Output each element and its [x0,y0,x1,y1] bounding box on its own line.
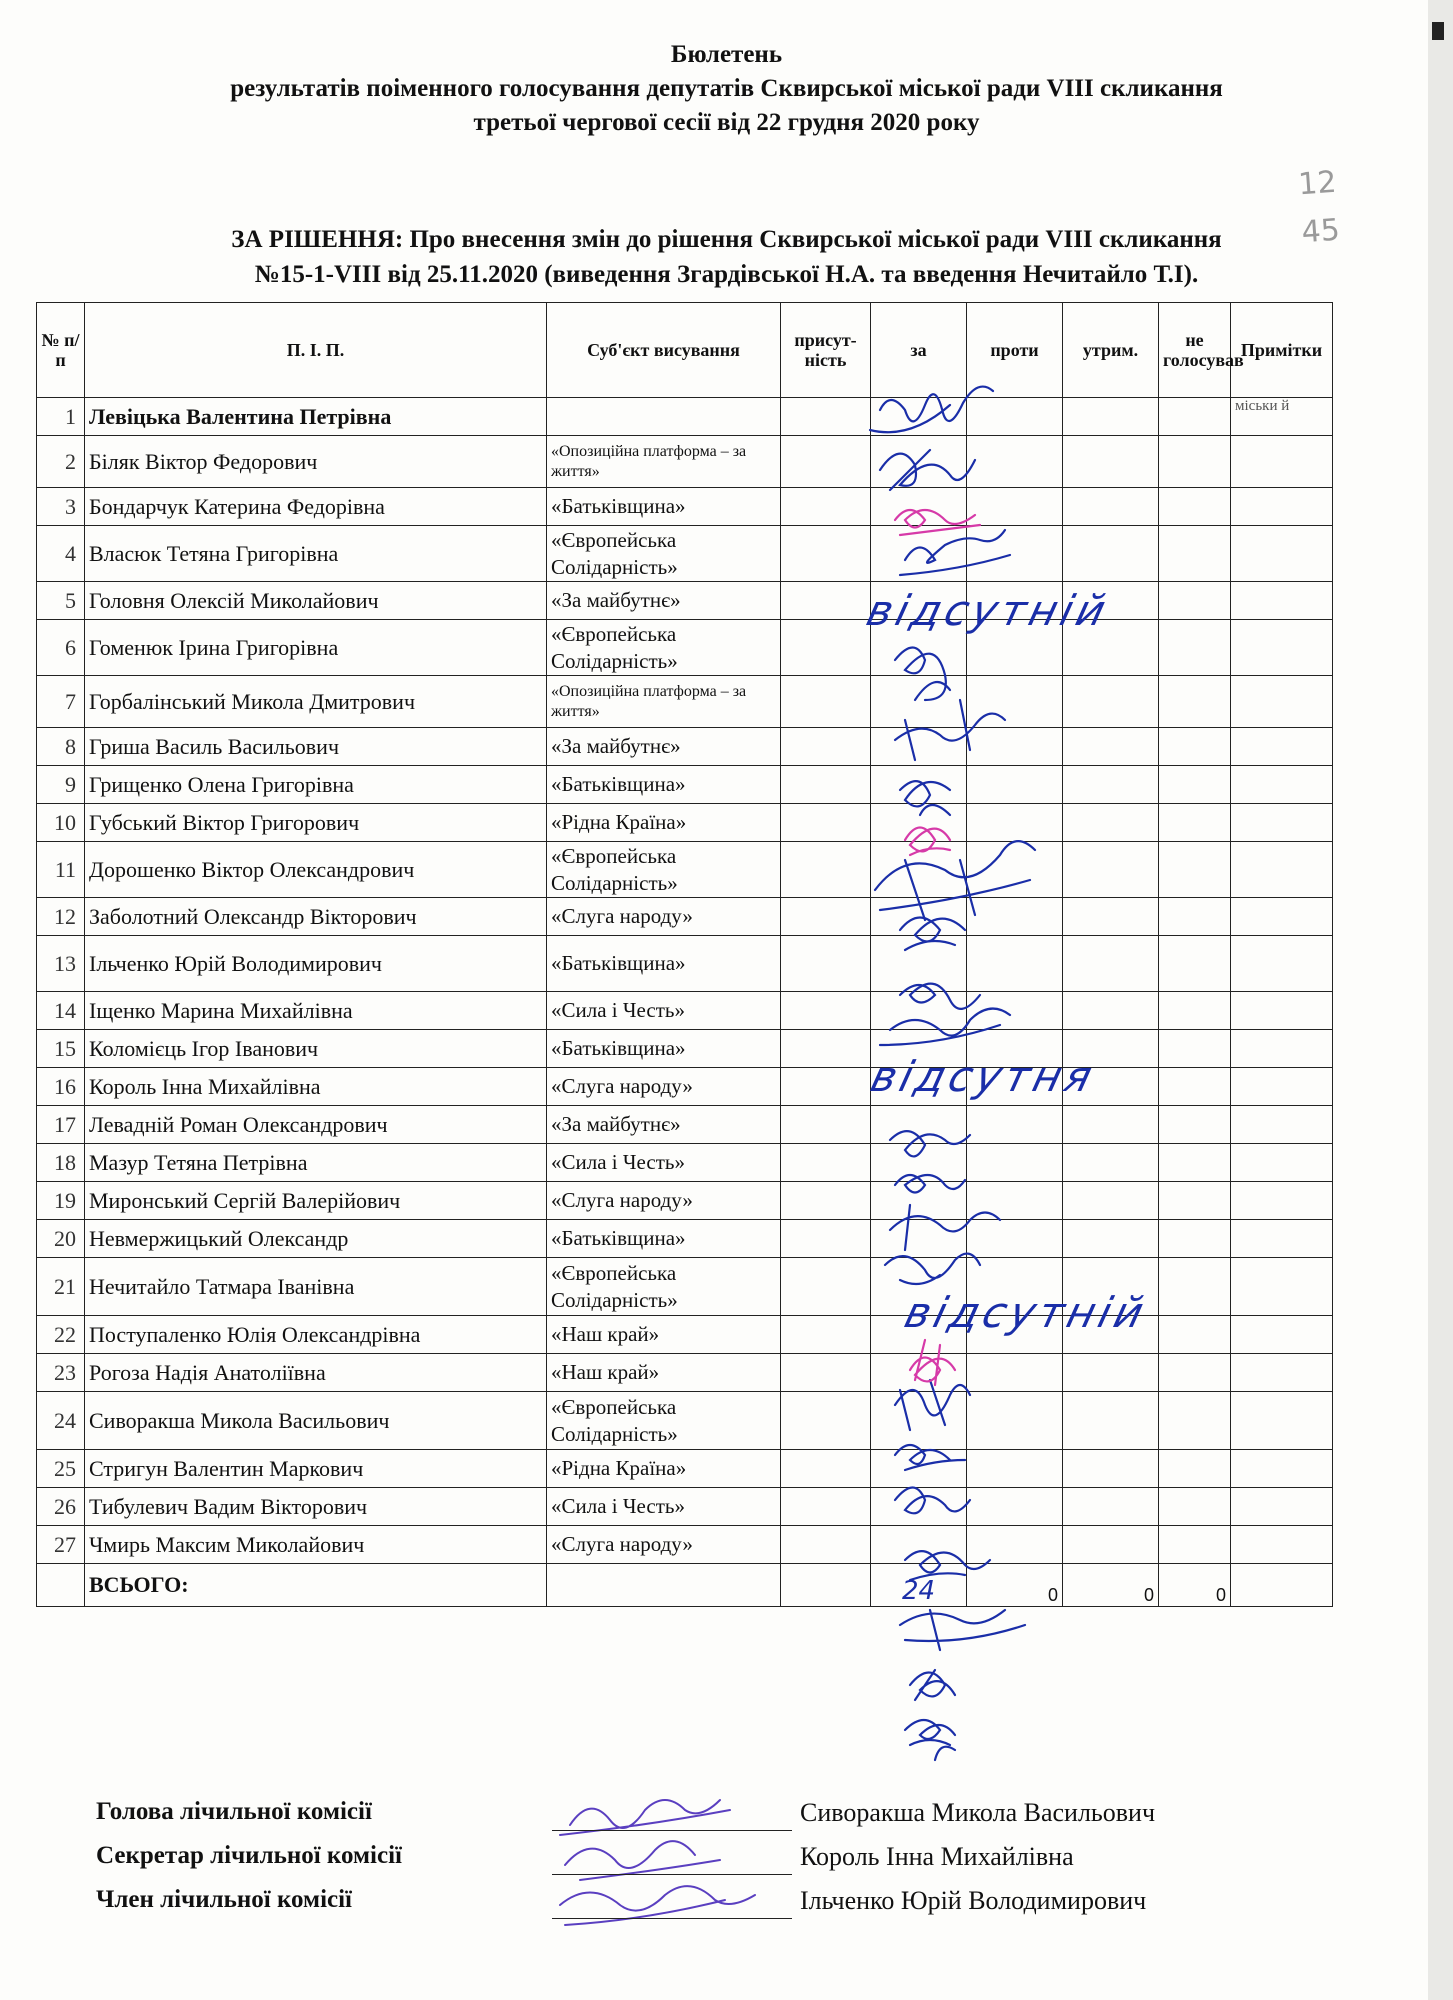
row-number: 1 [37,398,85,436]
deputy-name: Невмержицький Олександр [85,1220,547,1258]
table-row [37,936,1333,992]
presence-cell [781,1106,871,1144]
deputy-name: Власюк Тетяна Григорівна [85,526,547,582]
nominating-party: «За майбутнє» [547,1106,781,1144]
nominating-party: «Європейська Солідарність» [547,526,781,582]
row-number: 7 [37,676,85,728]
table-row [37,1450,1333,1488]
vote-against-cell [967,1144,1063,1182]
presence-cell [781,804,871,842]
deputy-name: Заболотний Олександр Вікторович [85,898,547,936]
vote-abstain-cell [1063,898,1159,936]
notes-cell [1231,620,1333,676]
table-header-row [37,303,1333,398]
row-number: 6 [37,620,85,676]
notes-cell: міськи й [1231,398,1333,436]
header-num: № п/п [37,303,85,398]
nominating-party: «За майбутнє» [547,582,781,620]
nominating-party: «Опозиційна платформа – за життя» [547,676,781,728]
header-presence: присут-ність [781,303,871,398]
nominating-party: «Рідна Країна» [547,804,781,842]
table-row [37,488,1333,526]
vote-against-cell [967,992,1063,1030]
row-number: 16 [37,1068,85,1106]
notes-cell [1231,1316,1333,1354]
notes-cell [1231,992,1333,1030]
vote-for-cell [871,898,967,936]
row-number: 20 [37,1220,85,1258]
nominating-party: «Сила і Честь» [547,1144,781,1182]
vote-for-cell [871,992,967,1030]
row-number: 22 [37,1316,85,1354]
row-number: 26 [37,1488,85,1526]
table-row [37,1392,1333,1450]
vote-abstain-cell [1063,1182,1159,1220]
vote-for-cell [871,436,967,488]
presence-cell [781,842,871,898]
nominating-party: «Європейська Солідарність» [547,1258,781,1316]
not-voted-cell [1159,1258,1231,1316]
notes-cell [1231,804,1333,842]
vote-against-cell [967,526,1063,582]
vote-for-cell [871,728,967,766]
vote-abstain-cell [1063,526,1159,582]
vote-abstain-cell [1063,804,1159,842]
table-row [37,1182,1333,1220]
header-against: проти [967,303,1063,398]
deputy-name: Коломієць Ігор Іванович [85,1030,547,1068]
vote-abstain-cell [1063,842,1159,898]
not-voted-cell [1159,1526,1231,1564]
vote-abstain-cell [1063,1488,1159,1526]
notes-cell [1231,1450,1333,1488]
notes-cell [1231,1106,1333,1144]
vote-for-cell [871,676,967,728]
secretary-signature-line [552,1874,792,1875]
presence-cell [781,992,871,1030]
notes-cell [1231,1220,1333,1258]
total-row [37,1564,1333,1607]
row-number: 24 [37,1392,85,1450]
header-not-voted: не голосував [1159,303,1231,398]
row-number: 10 [37,804,85,842]
notes-cell [1231,676,1333,728]
vote-abstain-cell [1063,728,1159,766]
notes-cell [1231,1526,1333,1564]
notes-cell [1231,1488,1333,1526]
deputy-name: Нечитайло Татмара Іванівна [85,1258,547,1316]
row-number: 4 [37,526,85,582]
presence-cell [781,936,871,992]
deputy-name: Гоменюк Ірина Григорівна [85,620,547,676]
presence-cell [781,1030,871,1068]
row-number: 5 [37,582,85,620]
vote-for-cell [871,936,967,992]
table-row [37,898,1333,936]
vote-abstain-cell [1063,436,1159,488]
total-abstain: 0 [1063,1564,1159,1607]
row-number: 14 [37,992,85,1030]
total-label: ВСЬОГО: [85,1564,547,1607]
header-party: Суб'єкт висування [547,303,781,398]
vote-for-cell [871,1182,967,1220]
not-voted-cell [1159,1450,1231,1488]
deputy-name: Бондарчук Катерина Федорівна [85,488,547,526]
member-signature-line [552,1918,792,1919]
presence-cell [781,1354,871,1392]
table-row [37,728,1333,766]
deputy-name: Мазур Тетяна Петрівна [85,1144,547,1182]
not-voted-cell [1159,1182,1231,1220]
vote-abstain-cell [1063,992,1159,1030]
row-number: 8 [37,728,85,766]
table-row [37,1220,1333,1258]
notes-cell [1231,582,1333,620]
nominating-party: «Слуга народу» [547,1182,781,1220]
vote-against-cell [967,1526,1063,1564]
table-row [37,766,1333,804]
row-number: 12 [37,898,85,936]
vote-abstain-cell [1063,1144,1159,1182]
row-number: 3 [37,488,85,526]
vote-abstain-cell [1063,766,1159,804]
signature-row-27 [905,1720,955,1745]
nominating-party: «Слуга народу» [547,898,781,936]
total-notes [1231,1564,1333,1607]
vote-for-cell [871,1106,967,1144]
table-row [37,1068,1333,1106]
signature-row-26 [910,1670,955,1700]
nominating-party: «Слуга народу» [547,1068,781,1106]
nominating-party: «Європейська Солідарність» [547,620,781,676]
vote-abstain-cell [1063,1106,1159,1144]
table-row [37,1526,1333,1564]
vote-against-cell [967,1182,1063,1220]
not-voted-cell [1159,1354,1231,1392]
not-voted-cell [1159,804,1231,842]
vote-for-cell [871,488,967,526]
deputy-name: Левадній Роман Олександрович [85,1106,547,1144]
row-number: 17 [37,1106,85,1144]
deputy-name: Рогоза Надія Анатоліївна [85,1354,547,1392]
deputy-name: Головня Олексій Миколайович [85,582,547,620]
deputy-name: Поступаленко Юлія Олександрівна [85,1316,547,1354]
notes-cell [1231,842,1333,898]
table-row [37,1030,1333,1068]
chair-signature-line [552,1830,792,1831]
table-row [37,526,1333,582]
row-number: 21 [37,1258,85,1316]
notes-cell [1231,1258,1333,1316]
total-num [37,1564,85,1607]
chair-label: Голова лічильної комісії [96,1798,372,1825]
vote-abstain-cell [1063,398,1159,436]
vote-against-cell [967,488,1063,526]
scan-edge [1428,0,1453,2000]
total-not-voted: 0 [1159,1564,1231,1607]
nominating-party: «Батьківщина» [547,936,781,992]
nominating-party: «Батьківщина» [547,766,781,804]
row-number: 19 [37,1182,85,1220]
deputy-name: Горбалінський Микола Дмитрович [85,676,547,728]
notes-cell [1231,1068,1333,1106]
vote-abstain-cell [1063,676,1159,728]
deputy-name: Ільченко Юрій Володимирович [85,936,547,992]
row-number: 15 [37,1030,85,1068]
presence-cell [781,620,871,676]
vote-for-cell [871,766,967,804]
deputy-name: Чмирь Максим Миколайович [85,1526,547,1564]
vote-for-cell [871,398,967,436]
table-row [37,1144,1333,1182]
header-name: П. І. П. [85,303,547,398]
table-row [37,1488,1333,1526]
nominating-party: «За майбутнє» [547,728,781,766]
secretary-label: Секретар лічильної комісії [96,1842,402,1869]
presence-cell [781,728,871,766]
deputy-name: Дорошенко Віктор Олександрович [85,842,547,898]
nominating-party: «Рідна Країна» [547,1450,781,1488]
chair-name: Сиворакша Микола Васильович [800,1798,1156,1827]
vote-against-cell [967,1450,1063,1488]
member-label: Член лічильної комісії [96,1886,353,1913]
absent-mark-row-5: відсутній [861,586,1115,635]
signature-row-25 [900,1610,1025,1650]
vote-against-cell [967,1354,1063,1392]
presence-cell [781,526,871,582]
vote-for-cell [871,526,967,582]
vote-abstain-cell [1063,1450,1159,1488]
footer-signatures [560,1800,755,1925]
total-party [547,1564,781,1607]
notes-cell [1231,1354,1333,1392]
vote-against-cell [967,436,1063,488]
row-number: 11 [37,842,85,898]
presence-cell [781,1488,871,1526]
member-name: Ільченко Юрій Володимирович [800,1886,1147,1915]
session-date: третьої чергової сесії від 22 грудня 2020 року [473,109,980,136]
margin-handwritten-note: 12 45 [1297,164,1342,251]
table-row [37,676,1333,728]
row-number: 9 [37,766,85,804]
nominating-party: «Європейська Солідарність» [547,1392,781,1450]
vote-for-cell [871,1526,967,1564]
vote-for-cell [871,842,967,898]
decision-line-2: №15-1-VIII від 25.11.2020 (виведення Згардівської Н.А. та введення Нечитайло Т.І). [254,261,1199,288]
vote-against-cell [967,398,1063,436]
presence-cell [781,1220,871,1258]
absent-mark-row-14: відсутня [865,1052,1101,1101]
vote-abstain-cell [1063,936,1159,992]
nominating-party: «Сила і Честь» [547,992,781,1030]
table-row [37,842,1333,898]
vote-against-cell [967,936,1063,992]
notes-cell [1231,436,1333,488]
presence-cell [781,436,871,488]
header-for: за [871,303,967,398]
presence-cell [781,1258,871,1316]
not-voted-cell [1159,992,1231,1030]
vote-against-cell [967,1392,1063,1450]
deputy-name: Сиворакша Микола Васильович [85,1392,547,1450]
nominating-party: «Європейська Солідарність» [547,842,781,898]
presence-cell [781,398,871,436]
table-row [37,398,1333,436]
secretary-name: Король Інна Михайлівна [800,1842,1074,1871]
decision-heading [0,222,1453,292]
document-title: Бюлетень [670,41,783,68]
presence-cell [781,1144,871,1182]
total-against: 0 [967,1564,1063,1607]
notes-cell [1231,936,1333,992]
presence-cell [781,898,871,936]
vote-for-cell [871,804,967,842]
notes-cell [1231,1182,1333,1220]
notes-cell [1231,1030,1333,1068]
deputy-name: Грищенко Олена Григорівна [85,766,547,804]
not-voted-cell [1159,582,1231,620]
deputy-name: Біляк Віктор Федорович [85,436,547,488]
notes-cell [1231,898,1333,936]
vote-for-cell [871,1220,967,1258]
not-voted-cell [1159,1144,1231,1182]
presence-cell [781,676,871,728]
not-voted-cell [1159,398,1231,436]
row-number: 27 [37,1526,85,1564]
nominating-party: «Слуга народу» [547,1526,781,1564]
table-row [37,1354,1333,1392]
header-abstain: утрим. [1063,303,1159,398]
nominating-party: «Опозиційна платформа – за життя» [547,436,781,488]
not-voted-cell [1159,842,1231,898]
table-row [37,436,1333,488]
vote-against-cell [967,766,1063,804]
not-voted-cell [1159,1068,1231,1106]
notes-cell [1231,1392,1333,1450]
vote-against-cell [967,1220,1063,1258]
vote-for-cell [871,1392,967,1450]
presence-cell [781,488,871,526]
vote-for-cell [871,1450,967,1488]
not-voted-cell [1159,728,1231,766]
table-row [37,804,1333,842]
vote-abstain-cell [1063,1354,1159,1392]
not-voted-cell [1159,1316,1231,1354]
notes-cell [1231,728,1333,766]
not-voted-cell [1159,1488,1231,1526]
total-for: 24 [871,1564,967,1607]
notes-cell [1231,766,1333,804]
nominating-party: «Сила і Честь» [547,1488,781,1526]
vote-against-cell [967,1488,1063,1526]
deputy-name: Миронський Сергій Валерійович [85,1182,547,1220]
deputy-name: Король Інна Михайлівна [85,1068,547,1106]
row-number: 13 [37,936,85,992]
vote-against-cell [967,728,1063,766]
not-voted-cell [1159,1220,1231,1258]
vote-abstain-cell [1063,1526,1159,1564]
not-voted-cell [1159,436,1231,488]
row-number: 18 [37,1144,85,1182]
deputy-name: Іщенко Марина Михайлівна [85,992,547,1030]
decision-line-1: ЗА РІШЕННЯ: Про внесення змін до рішення Сквирської міської ради VIII скликання [231,226,1222,253]
presence-cell [781,1316,871,1354]
vote-abstain-cell [1063,488,1159,526]
header-notes: Примітки [1231,303,1333,398]
notes-cell [1231,526,1333,582]
not-voted-cell [1159,936,1231,992]
voting-table [36,302,1333,1607]
nominating-party: «Батьківщина» [547,488,781,526]
not-voted-cell [1159,488,1231,526]
vote-for-cell [871,1354,967,1392]
total-scribble [935,1747,955,1760]
not-voted-cell [1159,526,1231,582]
vote-for-cell [871,1144,967,1182]
table-row [37,582,1333,620]
vote-against-cell [967,1106,1063,1144]
nominating-party: «Наш край» [547,1354,781,1392]
nominating-party: «Батьківщина» [547,1220,781,1258]
nominating-party [547,398,781,436]
table-row [37,992,1333,1030]
deputy-name: Тибулевич Вадим Вікторович [85,1488,547,1526]
deputy-name: Губський Віктор Григорович [85,804,547,842]
deputy-name: Стригун Валентин Маркович [85,1450,547,1488]
vote-against-cell [967,804,1063,842]
vote-for-cell [871,1488,967,1526]
row-number: 23 [37,1354,85,1392]
not-voted-cell [1159,1030,1231,1068]
row-number: 25 [37,1450,85,1488]
table-row [37,1106,1333,1144]
not-voted-cell [1159,766,1231,804]
vote-against-cell [967,842,1063,898]
table-row [37,620,1333,676]
presence-cell [781,1068,871,1106]
vote-against-cell [967,898,1063,936]
not-voted-cell [1159,1392,1231,1450]
nominating-party: «Батьківщина» [547,1030,781,1068]
presence-cell [781,1450,871,1488]
not-voted-cell [1159,676,1231,728]
document-header [0,38,1453,140]
presence-cell [781,1526,871,1564]
deputy-name: Левіцька Валентина Петрівна [85,398,547,436]
deputy-name: Гриша Василь Васильович [85,728,547,766]
absent-mark-row-19: відсутній [899,1288,1153,1337]
vote-abstain-cell [1063,1220,1159,1258]
vote-against-cell [967,676,1063,728]
presence-cell [781,1392,871,1450]
presence-cell [781,582,871,620]
member-signature [560,1886,755,1925]
row-number: 2 [37,436,85,488]
notes-cell [1231,488,1333,526]
notes-cell [1231,1144,1333,1182]
vote-abstain-cell [1063,1392,1159,1450]
document-subtitle: результатів поіменного голосування депутатів Сквирської міської ради VIII скликання [230,75,1223,102]
total-presence [781,1564,871,1607]
not-voted-cell [1159,620,1231,676]
presence-cell [781,766,871,804]
nominating-party: «Наш край» [547,1316,781,1354]
not-voted-cell [1159,1106,1231,1144]
not-voted-cell [1159,898,1231,936]
presence-cell [781,1182,871,1220]
